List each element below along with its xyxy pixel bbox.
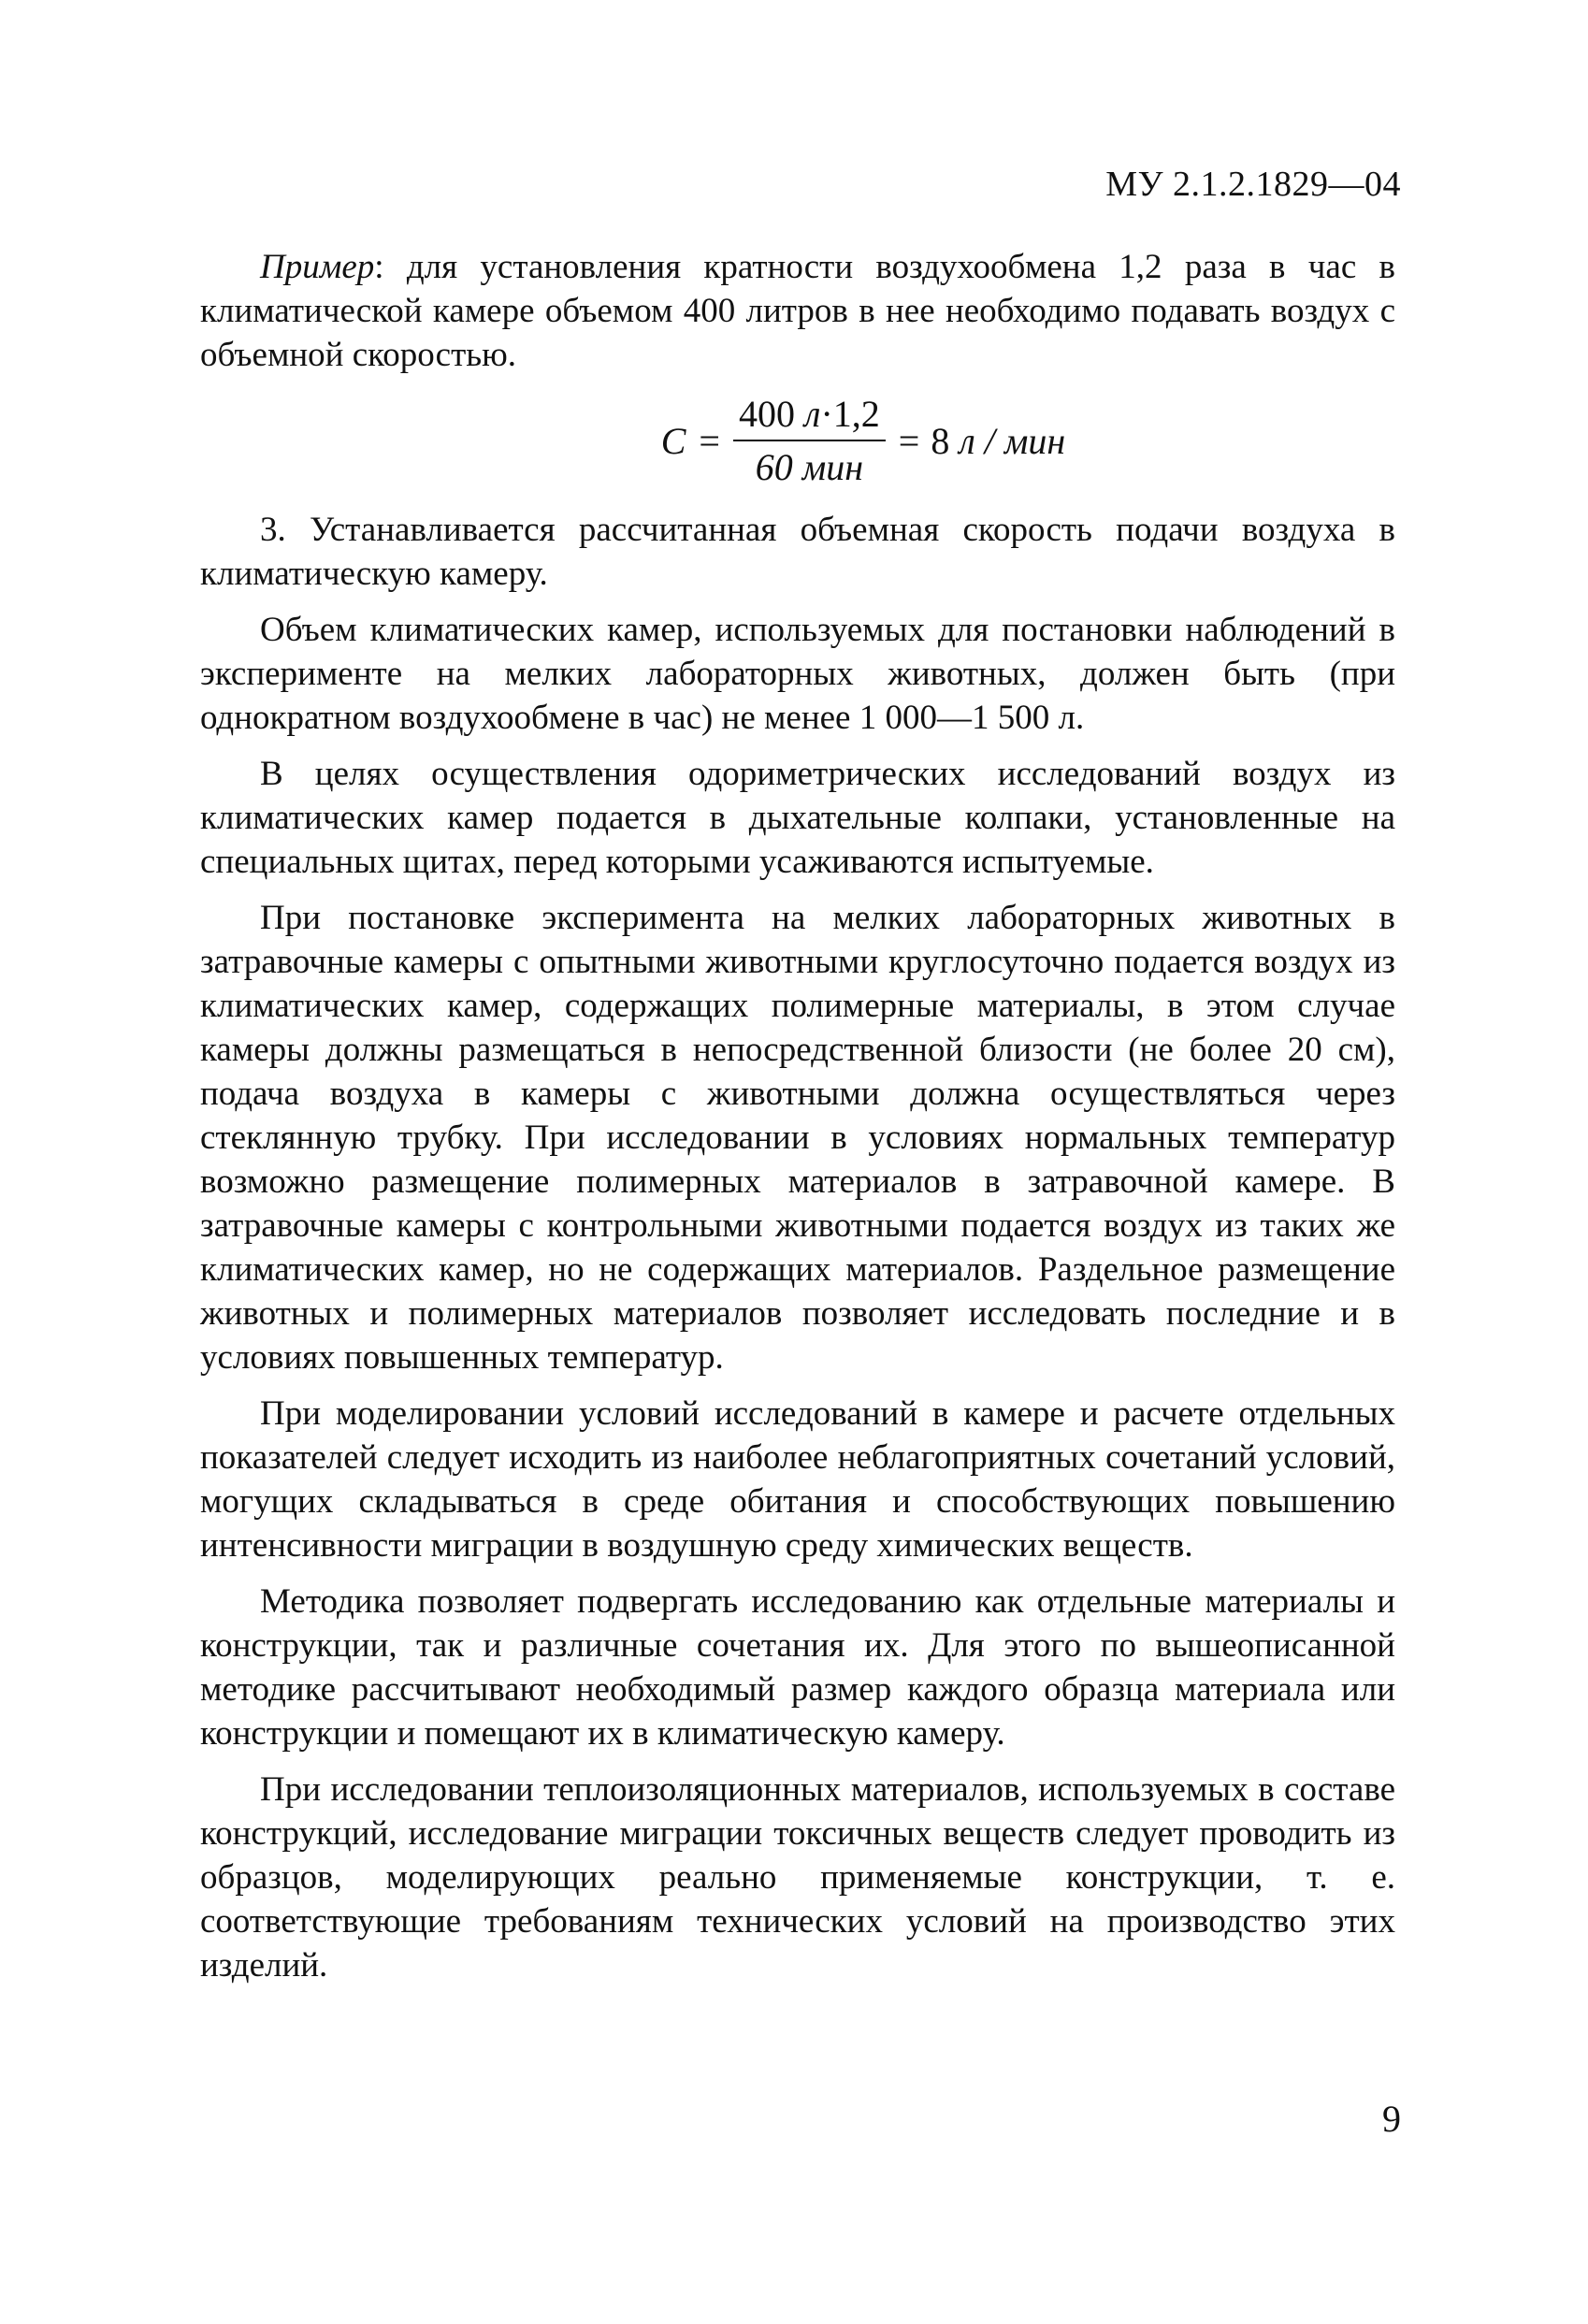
example-label: Пример <box>260 248 375 286</box>
airflow-formula <box>331 384 1395 497</box>
example-paragraph <box>200 245 1395 377</box>
formula-result-value: 8 <box>931 419 950 462</box>
denominator-value: 60 <box>755 446 793 488</box>
denominator-unit: мин <box>801 446 864 488</box>
page-number: 9 <box>1382 2098 1401 2140</box>
paragraph-modeling-conditions: При моделировании условий исследований в камере и расчете отдельных показателей следует исходить из наиболее неблагоприятных сочетаний условий, могущих складываться в среде обитания и способствующих повышению интенсивности миграции в воздушную среду химических веществ. <box>200 1394 1395 1565</box>
formula-fraction <box>733 392 886 489</box>
page-body <box>200 245 1395 1999</box>
formula-lhs: C <box>660 419 686 462</box>
paragraph-animal-experiment: При постановке эксперимента на мелких лабораторных животных в затравочные камеры с опытными животными круглосуточно подается воздух из климатических камер, содержащих полимерные материалы, в этом случае камеры должны размещаться в непосредственной близости (не более 20 см), подача воздуха в камеры с животными должна осуществляться через стеклянную трубку. При исследовании в условиях нормальных температур возможно размещение полимерных материалов в затравочной камере. В затравочные камеры с контрольными животными подается воздух из таких же климатических камер, но не содержащих материалов. Раздельное размещение животных и полимерных материалов позволяет исследовать последние и в условиях повышенных температур. <box>200 899 1395 1377</box>
paragraph-methodology: Методика позволяет подвергать исследованию как отдельные материалы и конструкции, так и различные сочетания их. Для этого по вышеописанной методике рассчитывают необходимый размер каждого образца материала или конструкции и помещают их в климатическую камеру. <box>200 1582 1395 1753</box>
formula-result-unit: л / мин <box>959 419 1066 462</box>
formula-equals: = <box>699 419 720 462</box>
numerator-unit: л <box>803 393 821 435</box>
formula-numerator <box>733 392 886 441</box>
numerator-factor: ·1,2 <box>820 393 880 435</box>
paragraph-odorimetric: В целях осуществления одориметрических исследований воздух из климатических камер подается в дыхательные колпаки, установленные на специальных щитах, перед которыми усаживаются испытуемые. <box>200 755 1395 881</box>
numerator-value: 400 <box>738 393 795 435</box>
formula-denominator <box>756 441 863 489</box>
document-code: МУ 2.1.2.1829—04 <box>1105 165 1401 204</box>
example-text: : для установления кратности воздухообмена 1,2 раза в час в климатической камере объемом 400 литров в нее необходимо подавать воздух с объемной скоростью. <box>200 248 1395 374</box>
paragraph-chamber-volume: Объем климатических камер, используемых для постановки наблюдений в эксперименте на мелких лабораторных животных, должен быть (при однократном воздухообмене в час) не менее 1 000—1 500 л. <box>200 611 1395 737</box>
paragraph-thermal-insulation: При исследовании теплоизоляционных материалов, используемых в составе конструкций, исследование миграции токсичных веществ следует проводить из образцов, моделирующих реально применяемые конструкции, т. е. соответствующие требованиям технических условий на производство этих изделий. <box>200 1770 1395 1985</box>
paragraph-step-3: 3. Устанавливается рассчитанная объемная скорость подачи воздуха в климатическую камеру. <box>200 511 1395 593</box>
formula-equals-2: = <box>898 419 920 462</box>
